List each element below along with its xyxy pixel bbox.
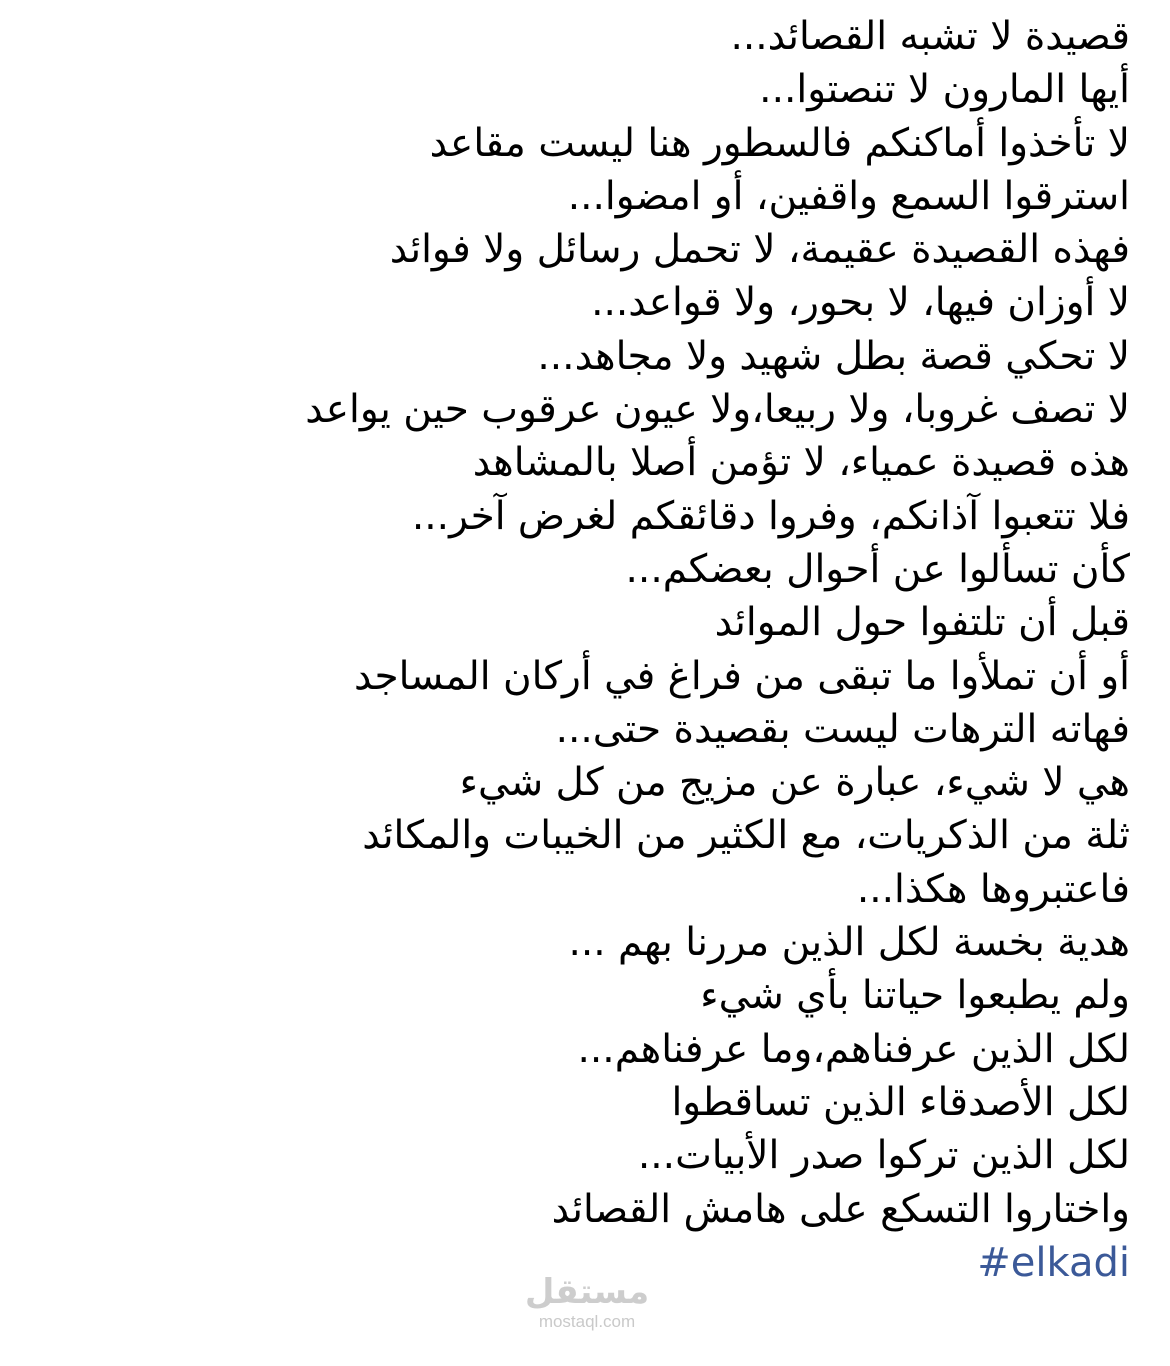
poem-line: لا تأخذوا أماكنكم فالسطور هنا ليست مقاعد xyxy=(429,120,1130,166)
poem-line: هدية بخسة لكل الذين مررنا بهم ... xyxy=(568,920,1130,966)
poem-body xyxy=(30,10,1130,1236)
poem-line: هي لا شيء، عبارة عن مزيج من كل شيء xyxy=(459,760,1130,806)
post-content xyxy=(30,10,1130,1290)
hashtag-link[interactable]: #elkadi xyxy=(977,1239,1130,1286)
poem-line: فاعتبروها هكذا... xyxy=(856,866,1130,912)
poem-line: أو أن تملأوا ما تبقى من فراغ في أركان المساجد xyxy=(354,653,1130,699)
watermark-logo: مستقل xyxy=(524,1272,650,1312)
poem-line: لكل الذين عرفناهم،وما عرفناهم... xyxy=(577,1026,1130,1072)
poem-line: واختاروا التسكع على هامش القصائد xyxy=(551,1186,1130,1232)
poem-line: فلا تتعبوا آذانكم، وفروا دقائقكم لغرض آخر... xyxy=(411,493,1130,539)
poem-line: لكل الأصدقاء الذين تساقطوا xyxy=(671,1079,1130,1125)
poem-line: ثلة من الذكريات، مع الكثير من الخيبات والمكائد xyxy=(362,813,1130,859)
poem-line: لا تحكي قصة بطل شهيد ولا مجاهد... xyxy=(537,333,1130,379)
poem-line: ولم يطبعوا حياتنا بأي شيء xyxy=(700,973,1130,1019)
poem-line: لا تصف غروبا، ولا ربيعا،ولا عيون عرقوب حين يواعد xyxy=(305,387,1130,433)
poem-line: استرقوا السمع واقفين، أو امضوا... xyxy=(567,173,1130,219)
poem-line: هذه قصيدة عمياء، لا تؤمن أصلا بالمشاهد xyxy=(472,440,1130,486)
poem-line: فهاته الترهات ليست بقصيدة حتى... xyxy=(555,706,1130,752)
poem-line: أيها المارون لا تنصتوا... xyxy=(759,67,1130,113)
poem-line: قبل أن تلتفوا حول الموائد xyxy=(714,600,1130,646)
watermark-url: mostaql.com xyxy=(538,1312,636,1331)
poem-line: لكل الذين تركوا صدر الأبيات... xyxy=(637,1133,1130,1179)
poem-line: فهذه القصيدة عقيمة، لا تحمل رسائل ولا فوائد xyxy=(389,227,1130,273)
poem-line: قصيدة لا تشبه القصائد... xyxy=(730,14,1130,59)
poem-line: كأن تسألوا عن أحوال بعضكم... xyxy=(625,546,1130,592)
poem-line: لا أوزان فيها، لا بحور، ولا قواعد... xyxy=(591,280,1130,326)
